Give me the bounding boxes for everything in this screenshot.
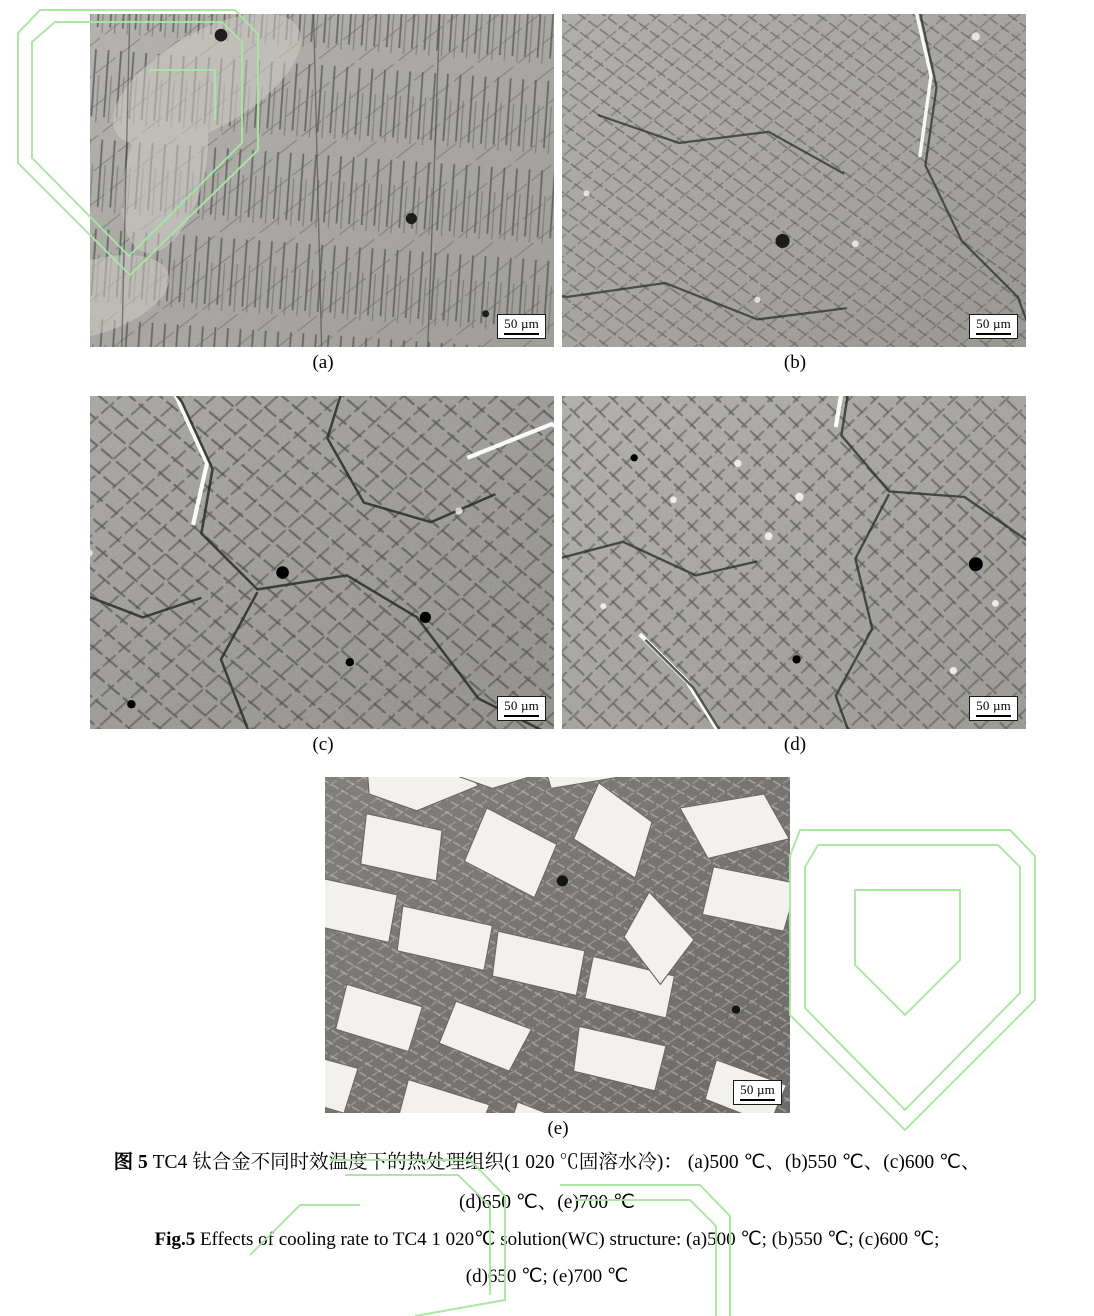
figure-caption-en-line1 bbox=[0, 1228, 1094, 1251]
micrograph-d bbox=[562, 396, 1026, 729]
scalebar-e bbox=[733, 1080, 782, 1105]
micrograph-c bbox=[90, 396, 554, 729]
scalebar-d-text: 50 µm bbox=[976, 698, 1011, 714]
figure-caption-en-tag: Fig.5 bbox=[154, 1229, 196, 1250]
figure-caption-en-body: Effects of cooling rate to TC4 1 020℃ solution(WC) structure: (a)500 ℃; (b)550 ℃; (c)600 ℃; bbox=[195, 1229, 940, 1250]
scalebar-b-line bbox=[976, 333, 1011, 335]
scalebar-c-line bbox=[504, 715, 539, 717]
micrograph-b bbox=[562, 14, 1026, 347]
scalebar-d bbox=[969, 696, 1018, 721]
panel-label-e: (e) bbox=[547, 1118, 569, 1139]
scalebar-c-text: 50 µm bbox=[504, 698, 539, 714]
scalebar-a bbox=[497, 314, 546, 339]
micrograph-e bbox=[325, 777, 790, 1113]
figure-caption-cn-body: TC4 钛合金不同时效温度下的热处理组织(1 020 ℃固溶水冷)： (a)500 ℃、(b)550 ℃、(c)600 ℃、 bbox=[147, 1152, 981, 1173]
panel-label-a: (a) bbox=[312, 352, 334, 373]
micrograph-a bbox=[90, 14, 554, 347]
scalebar-c bbox=[497, 696, 546, 721]
figure-caption-cn-line1 bbox=[0, 1146, 1094, 1174]
panel-label-b: (b) bbox=[783, 352, 807, 373]
figure-caption-cn-line2: (d)650 ℃、(e)700 ℃ bbox=[459, 1192, 635, 1213]
figure-caption-en-line2: (d)650 ℃; (e)700 ℃ bbox=[465, 1266, 629, 1287]
panel-label-c: (c) bbox=[312, 734, 334, 755]
scalebar-e-text: 50 µm bbox=[740, 1082, 775, 1098]
scalebar-e-line bbox=[740, 1099, 775, 1101]
figure-caption-cn-tag: 图 5 bbox=[113, 1152, 148, 1173]
scalebar-b bbox=[969, 314, 1018, 339]
scalebar-d-line bbox=[976, 715, 1011, 717]
scalebar-b-text: 50 µm bbox=[976, 316, 1011, 332]
panel-label-d: (d) bbox=[783, 734, 807, 755]
scalebar-a-text: 50 µm bbox=[504, 316, 539, 332]
scalebar-a-line bbox=[504, 333, 539, 335]
